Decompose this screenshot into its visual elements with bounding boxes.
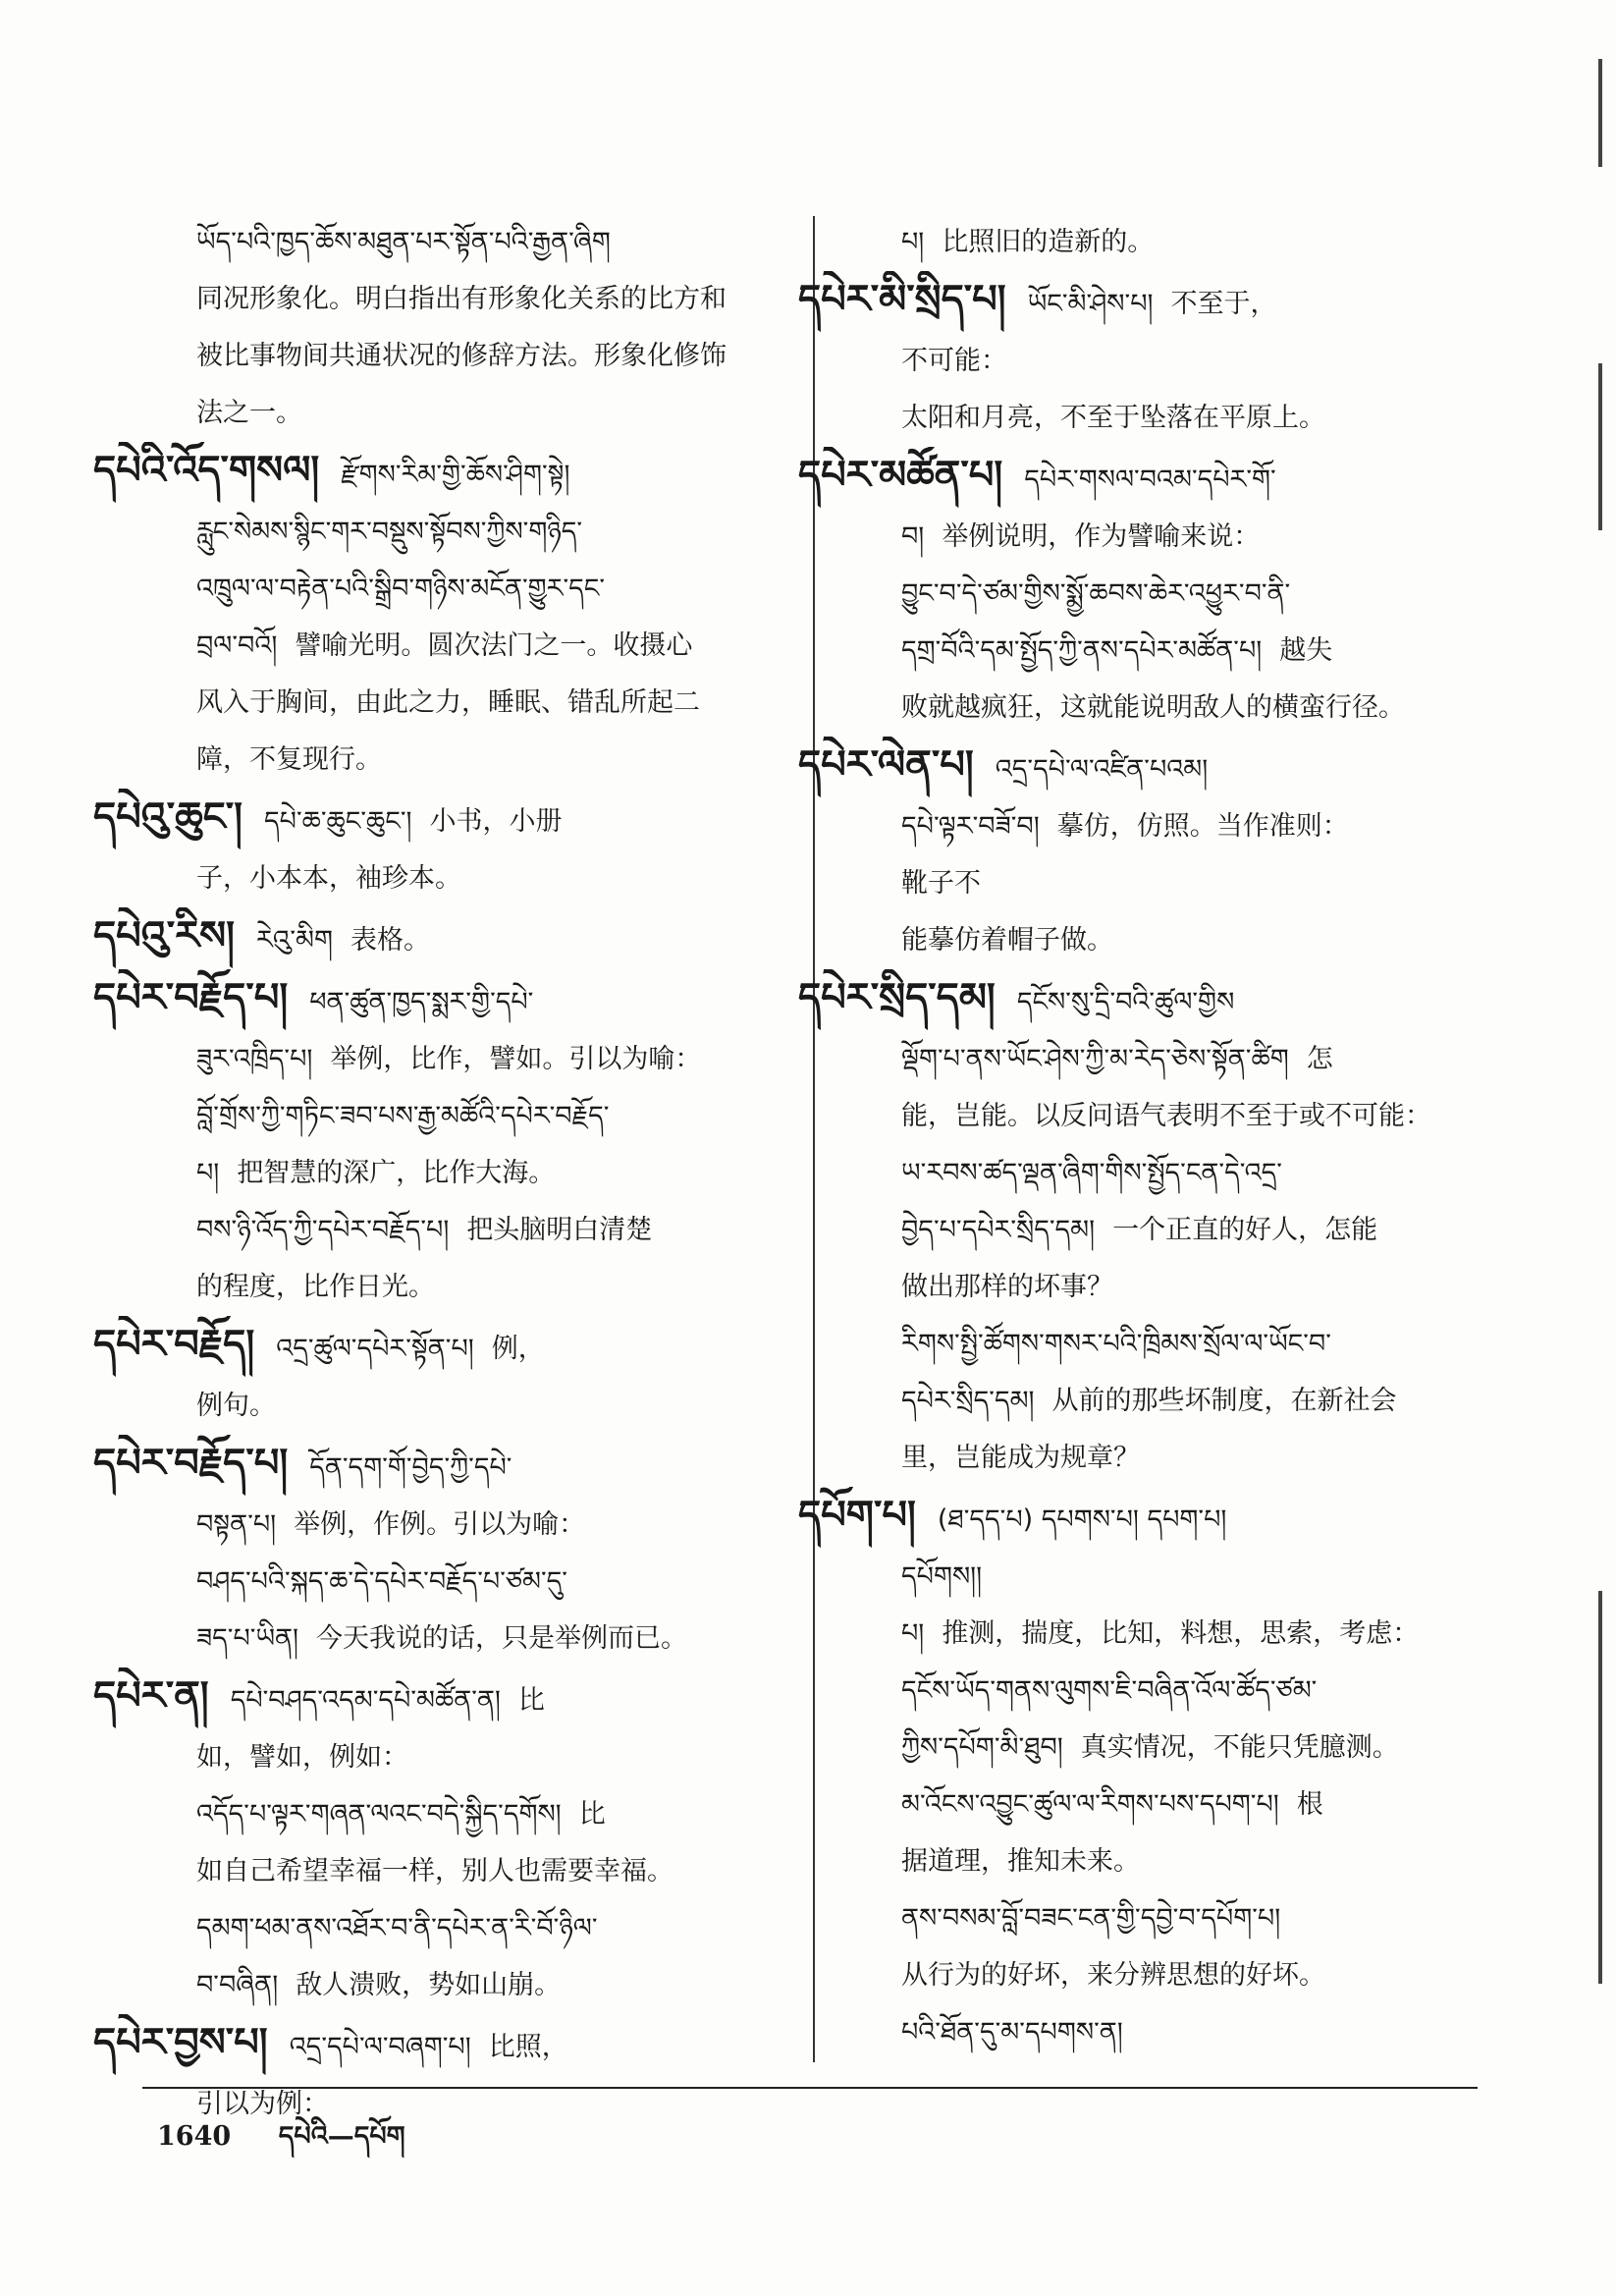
chinese-definition: 如，譬如，例如： [196,1742,408,1773]
tibetan-text: འདྲ་དཔེ་ལ་འཛིན་པའམ། [995,754,1209,785]
headword: དཔེར་སྲིད་དམ། [798,975,996,1020]
chinese-definition: 引以为例： [196,2089,329,2119]
tibetan-text: དཔེ་ཆ་ཆུང་ཆུང་། [264,806,412,837]
headword: དཔེར་བརྗོད་པ། [93,975,289,1020]
tibetan-text: བྲལ་བའོ། [196,630,278,661]
dictionary-entry [93,907,795,969]
entry-line [147,1611,795,1667]
headword: དཔེར་མཚོན་པ། [798,453,1003,498]
entry-line [147,1900,795,1957]
chinese-definition: 比 [517,1685,545,1716]
chinese-definition: 败就越疯狂，这就能说明敌人的横蛮行径。 [901,692,1405,723]
entry-line [147,561,795,618]
chinese-definition: 被比事物间共通状况的修辞方法。形象化修饰 [196,341,727,371]
entry-line [852,1606,1490,1663]
entry-line [852,1890,1490,1947]
dictionary-entry [93,789,795,850]
tibetan-text: ཕན་ཚུན་ཁྱད་སྨར་གྱི་དཔེ་ [309,987,534,1017]
entry-line [147,271,795,328]
entry-line [852,390,1490,447]
tibetan-text: པ། [196,1158,220,1188]
dictionary-entry [798,1487,1490,1549]
tibetan-text: བས་ཉི་འོད་ཀྱི་དཔེར་བརྗོད་པ། [196,1215,450,1245]
chinese-definition: 表格。 [350,925,431,956]
headword: དཔེར་མི་སྲིད་པ། [798,277,1006,322]
tibetan-text: པ། [901,227,925,257]
dictionary-entry [798,737,1490,798]
entry-line [852,1833,1490,1890]
entry-line [852,2004,1490,2061]
tibetan-text: རེའུ་མིག [256,925,334,956]
entry-line [852,1031,1490,1088]
entry-line [852,912,1490,969]
headword: དཔེར་བརྗོད་པ། [93,1441,289,1486]
chinese-definition: 摹仿，仿照。当作准则： [1056,811,1349,842]
tibetan-text: དགྲ་བོའི་དམ་སྤྱོད་ཀྱི་ནས་དཔེར་མཚོན་པ། [901,635,1263,666]
tibetan-text: རིགས་སྤྱི་ཚོགས་གསར་པའི་ཁྲིམས་སྲོལ་ལ་ཡོང་བ་ [901,1329,1331,1359]
entry-line [852,1549,1490,1606]
entry-line [147,1259,795,1316]
dictionary-entry [798,271,1490,333]
tibetan-text: རྫོགས་རིམ་གྱི་ཆོས་ཤིག་སྟེ། [341,460,570,490]
entry-line [852,1430,1490,1487]
chinese-definition: 子，小本本，袖珍本。 [196,863,461,894]
entry-line [852,214,1490,271]
tibetan-text: ལྡོག་པ་ནས་ཡོང་ཤེས་ཀྱི་མ་རེད་ཅེས་སྟོན་ཚིག [901,1044,1289,1074]
entry-line [852,1777,1490,1833]
chinese-definition: 同况形象化。明白指出有形象化关系的比方和 [196,284,727,314]
tibetan-text: ཡོང་མི་ཤེས་པ། [1027,289,1154,319]
chinese-definition: 比照旧的造新的。 [942,227,1155,257]
dictionary-entry [93,1316,795,1378]
entry-line [852,1316,1490,1373]
chinese-definition: 推测，揣度，比知，料想，思索，考虑： [942,1618,1420,1649]
chinese-definition: 举例，作例。引以为喻： [294,1509,586,1540]
chinese-definition: 能，岂能。以反问语气表明不至于或不可能： [901,1101,1431,1131]
entry-line [147,732,795,789]
entry-line [852,509,1490,566]
entry-line [147,1497,795,1554]
chinese-definition: 不可能： [901,346,1007,376]
chinese-definition: 一个正直的好人，怎能 [1112,1215,1378,1245]
tibetan-text: དཔེ་བཤད་འདམ་དཔེ་མཚོན་ན། [230,1685,501,1716]
chinese-definition: 从行为的好坏，来分辨思想的好坏。 [901,1960,1325,1991]
tibetan-text: བཤད་པའི་སྐད་ཆ་དེ་དཔེར་བརྗོད་པ་ཙམ་དུ་ [196,1566,567,1597]
tibetan-text: འདྲ་དཔེ་ལ་བཞག་པ། [289,2032,471,2062]
chinese-definition: 从前的那些坏制度，在新社会 [1051,1386,1397,1416]
chinese-definition: 比照， [488,2032,568,2062]
entry-line [147,1088,795,1145]
dictionary-entry [93,1435,795,1497]
tibetan-text: དངོས་སུ་དྲི་བའི་ཚུལ་གྱིས [1016,987,1235,1017]
tibetan-text: དཔེར་སྲིད་དམ། [901,1386,1035,1416]
tibetan-text: མ་འོངས་འབྱུང་ཚུལ་ལ་རིགས་པས་དཔག་པ། [901,1789,1279,1820]
chinese-definition: 障，不复现行。 [196,744,382,775]
tibetan-text: དཔོགས།། [901,1561,983,1592]
entry-line [147,1729,795,1786]
tibetan-text: ཡ་རབས་ཚད་ལྡན་ཞིག་གིས་སྤྱོད་ངན་དེ་འདྲ་ [901,1158,1282,1188]
chinese-definition: 根 [1296,1789,1323,1820]
entry-line [147,675,795,732]
tibetan-text: བྱུང་བ་དེ་ཙམ་གྱིས་སྨྱོ་ཆབས་ཆེར་འཕྱུར་བ་ནི་ [901,578,1291,609]
entry-line [852,566,1490,623]
entry-line [147,214,795,271]
chinese-definition: 小书，小册 [429,806,563,837]
tibetan-text: (ཐ་དད་པ) དཔགས་པ། དཔག་པ། [937,1504,1227,1535]
dictionary-entry [93,969,795,1031]
headword: དཔོག་པ། [798,1493,916,1538]
chinese-definition: 据道理，推知未来。 [901,1846,1140,1877]
dictionary-entry [93,2014,795,2076]
tibetan-text: རླུང་སེམས་སྙིང་གར་བསྡུས་སྟོབས་ཀྱིས་གཉིད་ [196,517,583,547]
chinese-definition: 把头脑明白清楚 [466,1215,653,1245]
entry-line [852,1663,1490,1720]
headword: དཔེའུ་ཆུང་། [93,794,243,840]
entry-line [147,1957,795,2014]
chinese-definition: 敌人溃败，势如山崩。 [296,1970,562,2000]
entry-line [147,1843,795,1900]
headword: དཔེར་ལེན་པ། [798,742,974,788]
entry-line [147,850,795,907]
entry-line [147,1145,795,1202]
entry-line [852,1259,1490,1316]
chinese-definition: 例句。 [196,1391,276,1421]
scan-edge-mark [1598,1591,1602,1984]
tibetan-text: བློ་གྲོས་ཀྱི་གཏིང་ཟབ་པས་རྒྱ་མཚོའི་དཔེར་བརྗོད་ [196,1101,610,1131]
chinese-definition: 靴子不 [901,868,981,899]
tibetan-text: འཁྲུལ་ལ་བརྟེན་པའི་སྒྲིབ་གཉིས་མངོན་གྱུར་དང་ [196,574,606,604]
tibetan-text: འདྲ་ཚུལ་དཔེར་སྟོན་པ། [276,1334,474,1364]
dictionary-entry [93,1667,795,1729]
tibetan-text: པའི་ཐོན་དུ་མ་དཔགས་ན། [901,2017,1123,2048]
chinese-definition: 里，岂能成为规章？ [901,1443,1140,1473]
chinese-definition: 例， [491,1334,545,1364]
dictionary-entry [798,447,1490,509]
tibetan-text: ཀྱིས་དཔོག་མི་ཐུབ། [901,1732,1063,1763]
page-number: 1640 [157,2121,232,2152]
entry-line [147,1378,795,1435]
chinese-definition: 今天我说的话，只是举例而已。 [316,1623,688,1654]
chinese-definition: 譬喻光明。圆次法门之一。收摄心 [295,630,693,661]
chinese-definition: 举例说明，作为譬喻来说： [942,521,1261,552]
entry-line [147,385,795,442]
tibetan-text: བ་བཞིན། [196,1970,279,2000]
page-range-header: དཔེའི—དཔོག [278,2121,405,2152]
entry-line [147,1202,795,1259]
tibetan-text: དམག་ཕམ་ནས་འཐོར་བ་ནི་དཔེར་ན་རི་བོ་ཉིལ་ [196,1913,598,1943]
scan-edge-mark [1598,363,1602,530]
entry-line [147,504,795,561]
tibetan-text: བྱེད་པ་དཔེར་སྲིད་དམ། [901,1215,1096,1245]
tibetan-text: པ། [901,1618,925,1649]
entry-line [852,1088,1490,1145]
headword: དཔེའུ་རིས། [93,913,235,958]
entry-line [147,328,795,385]
chinese-definition: 能摹仿着帽子做。 [901,925,1113,956]
footer-rule [142,2087,1478,2089]
tibetan-text: དཔེ་ལྟར་བཟོ་བ། [901,811,1040,842]
chinese-definition: 把智慧的深广，比作大海。 [237,1158,556,1188]
tibetan-text: འདོད་པ་ལྟར་གཞན་ལའང་བདེ་སྐྱིད་དགོས། [196,1799,562,1830]
chinese-definition: 越失 [1279,635,1333,666]
tibetan-text: ཟུར་འཁྲིད་པ། [196,1044,313,1074]
right-column [798,214,1490,2061]
tibetan-text: དཔེར་གསལ་བའམ་དཔེར་གོ་ [1024,465,1276,495]
scan-edge-mark [1598,59,1602,167]
entry-line [852,680,1490,737]
chinese-definition: 做出那样的坏事？ [901,1272,1113,1302]
entry-line [852,1947,1490,2004]
tibetan-text: ཟད་པ་ཡིན། [196,1623,299,1654]
chinese-definition: 不至于， [1170,289,1277,319]
tibetan-text: དངོས་ཡོད་གནས་ལུགས་ཇི་བཞིན་འོལ་ཚོད་ཙམ་ [901,1675,1318,1706]
chinese-definition: 太阳和月亮，不至于坠落在平原上。 [901,403,1325,433]
tibetan-text: བསྟན་པ། [196,1509,277,1540]
chinese-definition: 法之一。 [196,398,302,428]
entry-line [147,1031,795,1088]
entry-line [852,798,1490,855]
dictionary-entry [93,442,795,504]
tibetan-text: ཡོད་པའི་ཁྱད་ཆོས་མཐུན་པར་སྟོན་པའི་རྒྱན་ཞིག [196,227,611,257]
page-footer [157,2106,405,2181]
chinese-definition: 真实情况，不能只凭臆测。 [1080,1732,1399,1763]
entry-line [147,1554,795,1611]
entry-line [147,618,795,675]
entry-line [852,1145,1490,1202]
tibetan-text: བ། [901,521,925,552]
entry-line [147,1786,795,1843]
headword: དཔེར་བྱས་པ། [93,2020,268,2065]
entry-line [852,623,1490,680]
left-column [93,214,795,2133]
chinese-definition: 怎 [1306,1044,1333,1074]
entry-line [852,855,1490,912]
chinese-definition: 如自己希望幸福一样，别人也需要幸福。 [196,1856,673,1886]
chinese-definition: 风入于胸间，由此之力，睡眠、错乱所起二 [196,687,700,718]
entry-line [852,333,1490,390]
entry-line [852,1373,1490,1430]
entry-line [852,1202,1490,1259]
chinese-definition: 举例，比作，譬如。引以为喻： [330,1044,702,1074]
headword: དཔེའི་འོད་གསལ། [93,448,320,493]
tibetan-text: ནས་བསམ་བློ་བཟང་ངན་གྱི་དབྱེ་བ་དཔོག་པ། [901,1903,1281,1934]
headword: དཔེར་ན། [93,1673,209,1719]
entry-line [852,1720,1490,1777]
dictionary-entry [798,969,1490,1031]
chinese-definition: 的程度，比作日光。 [196,1272,435,1302]
tibetan-text: དོན་དག་གོ་བྱེད་ཀྱི་དཔེ་ [309,1452,512,1483]
chinese-definition: 比 [578,1799,606,1830]
headword: དཔེར་བརྗོད། [93,1322,255,1367]
